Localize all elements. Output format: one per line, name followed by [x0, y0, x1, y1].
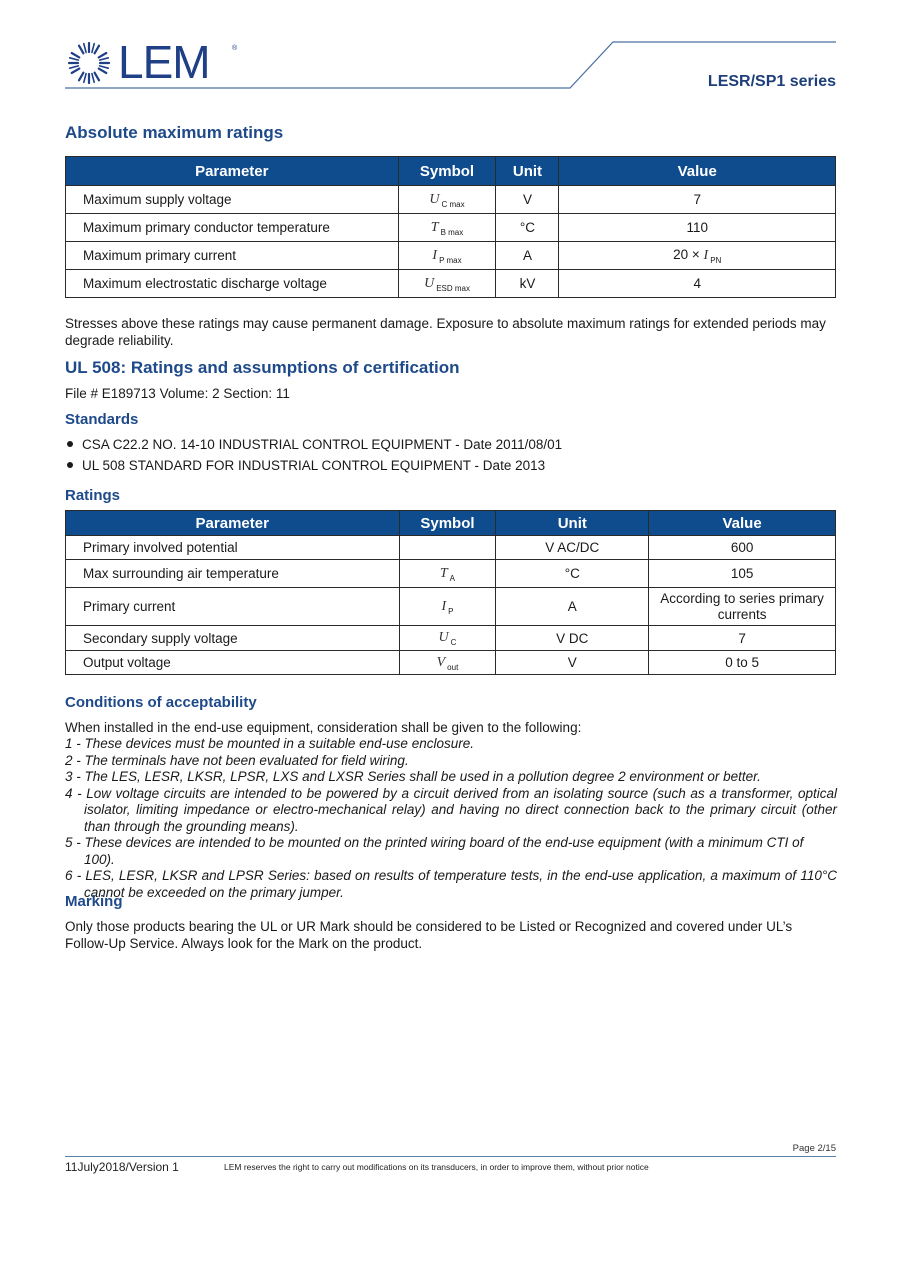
condition-item: 6 - LES, LESR, LKSR and LPSR Series: based on results of temperature tests, in the end-use application, a maximum of 110°C cannot be exceeded on the primary jumper. — [65, 868, 837, 900]
column-header: Symbol — [399, 511, 496, 536]
symbol-cell: V $_{out}$ — [399, 651, 496, 675]
lem-logo — [66, 36, 246, 88]
section-title-absolute-max: Absolute maximum ratings — [65, 123, 284, 142]
unit-cell: V — [496, 651, 649, 675]
value-cell: 0 to 5 — [649, 651, 836, 675]
parameter-cell: Primary current — [66, 588, 400, 626]
table-row — [66, 186, 836, 214]
parameter-cell: Maximum supply voltage — [66, 186, 399, 214]
section-title-ul508: UL 508: Ratings and assumptions of certification — [65, 358, 460, 377]
table-row — [66, 242, 836, 270]
unit-cell: V — [496, 186, 559, 214]
unit-cell: V DC — [496, 626, 649, 651]
marking-text: Only those products bearing the UL or UR Mark should be considered to be Listed or Recognized and covered under UL’s Follow-Up Service. Always look for the Mark on the product. — [65, 919, 793, 951]
unit-cell: kV — [496, 270, 559, 298]
symbol-cell: I $_{P max}$ — [398, 242, 496, 270]
footer-rule — [65, 1156, 836, 1157]
series-title: LESR/SP1 series — [707, 73, 836, 90]
column-header: Value — [559, 157, 836, 186]
table-header-row — [66, 511, 836, 536]
table-row — [66, 560, 836, 588]
symbol-cell: T $_{B max}$ — [398, 214, 496, 242]
conditions-intro: When installed in the end-use equipment, consideration shall be given to the following: — [65, 720, 582, 735]
parameter-cell: Max surrounding air temperature — [66, 560, 400, 588]
unit-cell: °C — [496, 560, 649, 588]
column-header: Parameter — [66, 157, 399, 186]
table-row — [66, 588, 836, 626]
symbol-cell: T $_A$ — [399, 560, 496, 588]
table-row — [66, 536, 836, 560]
page-number: Page 2/15 — [792, 1143, 836, 1154]
ratings-table — [65, 510, 836, 675]
value-cell: 20 × I $_{PN}$ — [559, 242, 836, 270]
column-header: Value — [649, 511, 836, 536]
value-cell: 600 — [649, 536, 836, 560]
standards-list — [65, 434, 562, 476]
parameter-cell: Primary involved potential — [66, 536, 400, 560]
symbol-cell: I $_P$ — [399, 588, 496, 626]
registered-mark: ® — [232, 45, 238, 52]
sunburst-icon — [66, 40, 112, 86]
parameter-cell: Maximum electrostatic discharge voltage — [66, 270, 399, 298]
condition-item: 4 - Low voltage circuits are intended to be powered by a circuit derived from an isolating source (such as a transformer, optical isolator, limiting impedance or electro-mechanical relay) and having no direct connection back to the primary circuit (other than through the grounding means). — [65, 785, 837, 834]
conditions-list — [65, 736, 837, 901]
value-cell: 4 — [559, 270, 836, 298]
table-row — [66, 270, 836, 298]
value-cell: 7 — [559, 186, 836, 214]
column-header: Symbol — [398, 157, 496, 186]
value-cell: 7 — [649, 626, 836, 651]
value-cell: 110 — [559, 214, 836, 242]
unit-cell: °C — [496, 214, 559, 242]
symbol-cell: U $_{ESD max}$ — [398, 270, 496, 298]
parameter-cell: Maximum primary conductor temperature — [66, 214, 399, 242]
condition-item: 1 - These devices must be mounted in a suitable end-use enclosure. — [65, 736, 474, 751]
list-item: UL 508 STANDARD FOR INDUSTRIAL CONTROL EQUIPMENT - Date 2013 — [65, 455, 562, 476]
condition-item: 5 - These devices are intended to be mounted on the printed wiring board of the end-use equipment (with a minimum CTI of 100). — [65, 835, 804, 867]
parameter-cell: Output voltage — [66, 651, 400, 675]
value-cell: According to series primary currents — [649, 588, 836, 626]
symbol-cell: U $_{C max}$ — [398, 186, 496, 214]
value-cell: 105 — [649, 560, 836, 588]
symbol-cell — [399, 536, 496, 560]
absolute-max-table — [65, 156, 836, 298]
subtitle-ratings: Ratings — [65, 487, 121, 504]
unit-cell: V AC/DC — [496, 536, 649, 560]
footer-notice: LEM reserves the right to carry out modifications on its transducers, in order to improve them, without prior notice — [224, 1162, 649, 1172]
condition-item: 3 - The LES, LESR, LKSR, LPSR, LXS and LXSR Series shall be used in a pollution degree 2 environment or better. — [65, 769, 761, 784]
parameter-cell: Maximum primary current — [66, 242, 399, 270]
column-header: Unit — [496, 157, 559, 186]
table-header-row — [66, 157, 836, 186]
condition-item: 2 - The terminals have not been evaluated for field wiring. — [65, 752, 409, 768]
subtitle-conditions: Conditions of acceptability — [65, 694, 257, 711]
subtitle-standards: Standards — [65, 411, 139, 428]
table-row — [66, 214, 836, 242]
unit-cell: A — [496, 588, 649, 626]
unit-cell: A — [496, 242, 559, 270]
symbol-cell: U $_C$ — [399, 626, 496, 651]
footer-date-version: 11July2018/Version 1 — [65, 1160, 179, 1174]
logo-wordmark: LEM — [118, 36, 210, 88]
list-item: CSA C22.2 NO. 14-10 INDUSTRIAL CONTROL EQUIPMENT - Date 2011/08/01 — [65, 434, 562, 455]
table-row — [66, 626, 836, 651]
subtitle-marking: Marking — [65, 893, 123, 910]
column-header: Parameter — [66, 511, 400, 536]
parameter-cell: Secondary supply voltage — [66, 626, 400, 651]
table-row — [66, 651, 836, 675]
column-header: Unit — [496, 511, 649, 536]
stress-note: Stresses above these ratings may cause permanent damage. Exposure to absolute maximum ratings for extended periods may degrade reliability. — [65, 316, 826, 348]
file-reference: File # E189713 Volume: 2 Section: 11 — [65, 386, 290, 401]
